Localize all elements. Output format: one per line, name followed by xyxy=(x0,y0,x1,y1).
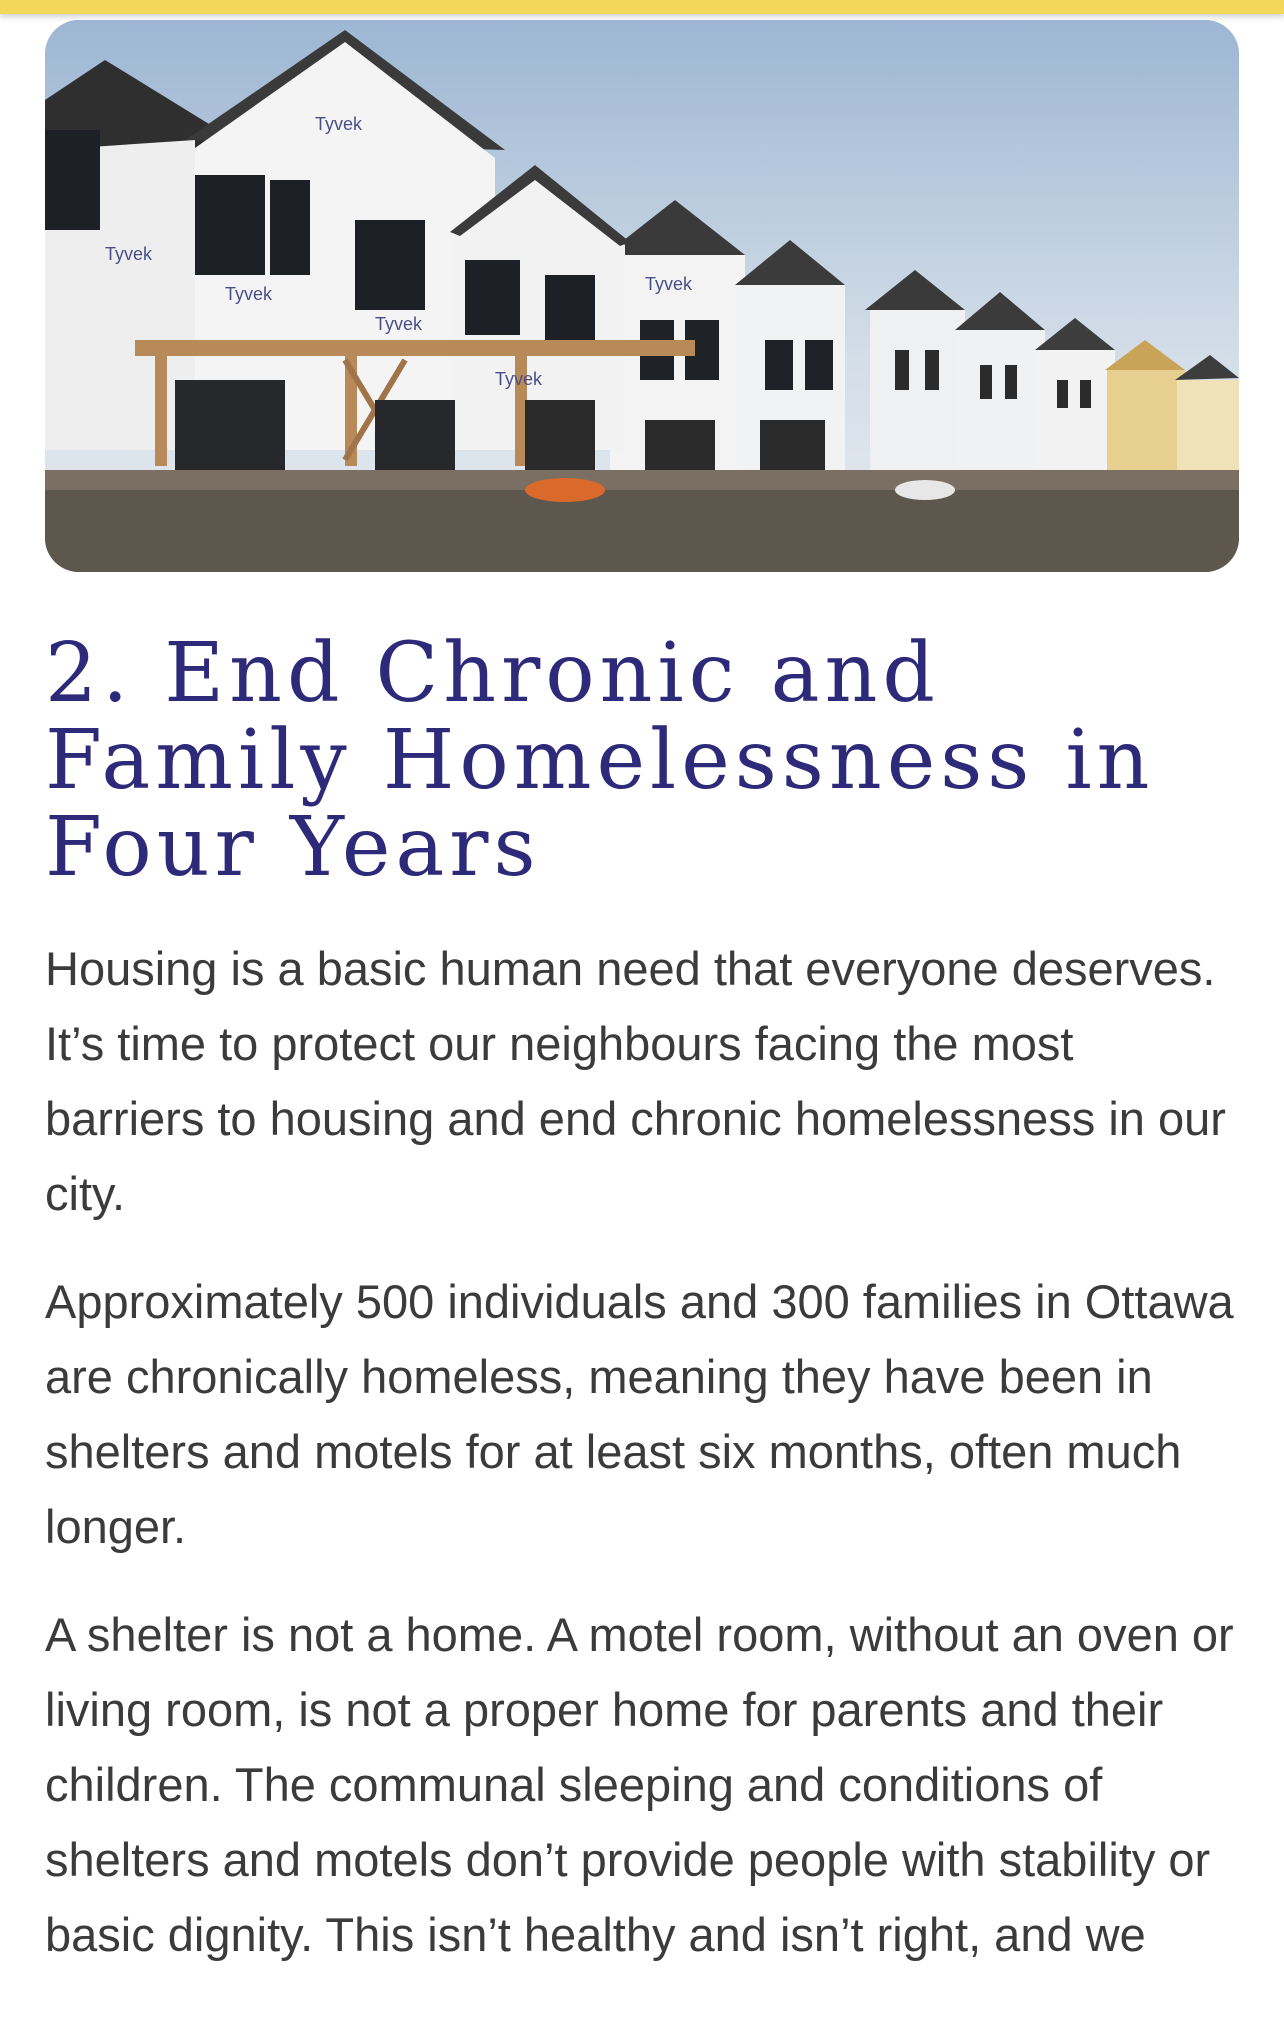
svg-text:Tyvek: Tyvek xyxy=(105,244,153,264)
article-section xyxy=(45,626,1245,1972)
paragraph-shelter-not-home: A shelter is not a home. A motel room, without an oven or living room, is not a proper home for parents and their children. The communal sleeping and conditions of shelters and motels don’t provide people with stability or basic dignity. This isn’t healthy and isn’t right, and we xyxy=(45,1608,1234,1961)
construction-houses-illustration xyxy=(45,20,1239,572)
paragraph-housing-need: Housing is a basic human need that everyone deserves. It’s time to protect our neighbours facing the most barriers to housing and end chronic homelessness in our city. xyxy=(45,942,1226,1220)
section-heading: 2. End Chronic and Family Homelessness in Four Years xyxy=(45,626,1155,895)
svg-text:Tyvek: Tyvek xyxy=(645,274,693,294)
svg-text:Tyvek: Tyvek xyxy=(225,284,273,304)
paragraph-homeless-stats: Approximately 500 individuals and 300 families in Ottawa are chronically homeless, meaning they have been in shelters and motels for at least six months, often much longer. xyxy=(45,1275,1234,1553)
hero-image xyxy=(45,20,1239,572)
svg-text:Tyvek: Tyvek xyxy=(495,369,543,389)
top-accent-bar xyxy=(0,0,1284,14)
svg-text:Tyvek: Tyvek xyxy=(375,314,423,334)
svg-text:Tyvek: Tyvek xyxy=(315,114,363,134)
